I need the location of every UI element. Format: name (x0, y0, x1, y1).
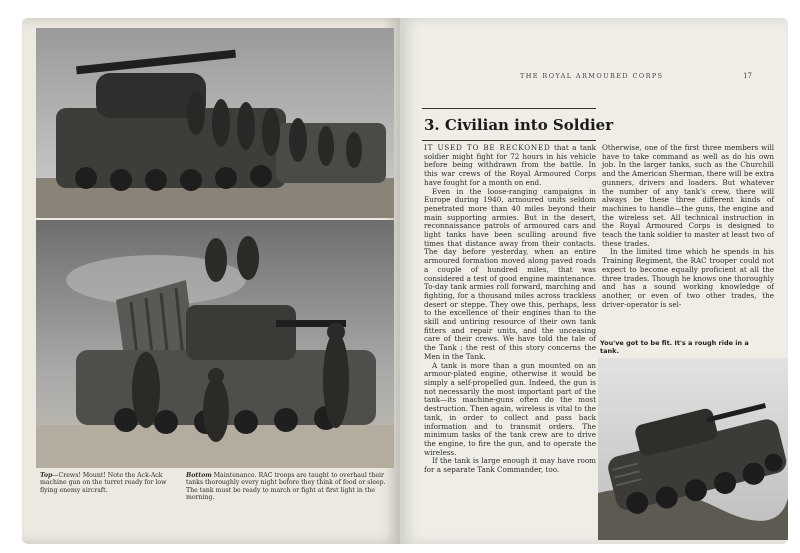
col1-p1-text: that a tank soldier might fight for 72 hours in his vehicle before being withdrawn from the battle. In this war crews of the Royal Armoured Corps have fought for a month on end. (424, 143, 596, 187)
photo-tank-rough-ride (598, 358, 788, 540)
text-column-1 (424, 144, 596, 475)
left-page (22, 18, 400, 544)
col1-paragraph-4: If the tank is large enough it may have room for a separate Tank Commander, too. (424, 456, 596, 475)
title-rule-top (422, 108, 596, 109)
caption-top-photo (40, 472, 180, 494)
open-magazine (22, 18, 788, 544)
page-number: 17 (743, 72, 752, 80)
title-rule-bottom (422, 140, 596, 141)
caption-top-label: Top (40, 472, 53, 479)
photo-maintenance (36, 220, 394, 468)
chapter-title: 3. Civilian into Soldier (424, 116, 614, 134)
caption-bottom-label: Bottom (186, 472, 212, 479)
caption-bottom-text: Maintenance. RAC troops are taught to overhaul their tanks thoroughly every night before they think of food or sleep. The tank must be ready to march or fight at first light in the morning. (186, 472, 386, 502)
running-head: THE ROYAL ARMOURED CORPS (520, 72, 664, 80)
col2-paragraph-1: Otherwise, one of the first three members will have to take command as well as do his own job. In the larger tanks, such as the Churchill and the American Sherman, there will be extra gunners, drivers and loaders. But whatever the number of any tank's crew, there will always be these three different kinds of machines to handle—the guns, the engine and the wireless set. All technical instruction in the Royal Armoured Corps is designed to teach the tank soldier to master at least two of these trades. (602, 143, 774, 248)
photo-caption-rough-ride: You've got to be fit. It's a rough ride in a tank. (600, 339, 749, 355)
col1-paragraph-2: Even in the loose-ranging campaigns in Europe during 1940, armoured units seldom penetrated more than 40 miles beyond their main supporting armies. But in the desert, reconnaissance patrols of armoured cars and light tanks have been sculling around five times that distance away from their contacts. The day before yesterday, when an entire armoured formation moved along paved roads a couple of hundred miles, that was considered a test of good engine maintenance. To-day tank armies roll forward, marching and fighting, for a thousand miles across trackless desert or steppe. They owe this, perhaps, less to the excellence of their engines than to the skill and untiring resource of their own tank fitters and repair units, and the unceasing care of their crews. We have told the tale of the Tank ; the rest of this story concerns the Men in the Tank. (424, 186, 596, 361)
col1-paragraph-3: A tank is more than a gun mounted on an armour-plated engine, otherwise it would be simply a self-propelled gun. Indeed, the gun is not necessarily the most important part of the tank—its machine-guns often do the most destruction. Then again, wireless is vital to the tank, in order to collect and pass back information and to transmit orders. The minimum tasks of the tank crew are to drive the engine, to fire the gun, and to operate the wireless. (424, 360, 596, 457)
caption-top-text: —Crews! Mount! Note the Ack-Ack machine gun on the turret ready for low flying enemy aircraft. (40, 472, 167, 494)
photo-crews-mount (36, 28, 394, 218)
text-column-2 (602, 144, 774, 309)
col1-paragraph-1 (424, 144, 596, 188)
col2-paragraph-2: In the limited time which he spends in his Training Regiment, the RAC trooper could not expect to become equally proficient at all the three trades. Though he knows one thoroughly and has a sound working knowledge of another, or even of two other trades, the driver-operator is sel- (602, 247, 774, 309)
right-page (400, 18, 788, 544)
col1-lead-in: IT USED TO BE RECKONED (424, 143, 551, 152)
caption-bottom-photo (186, 472, 392, 502)
